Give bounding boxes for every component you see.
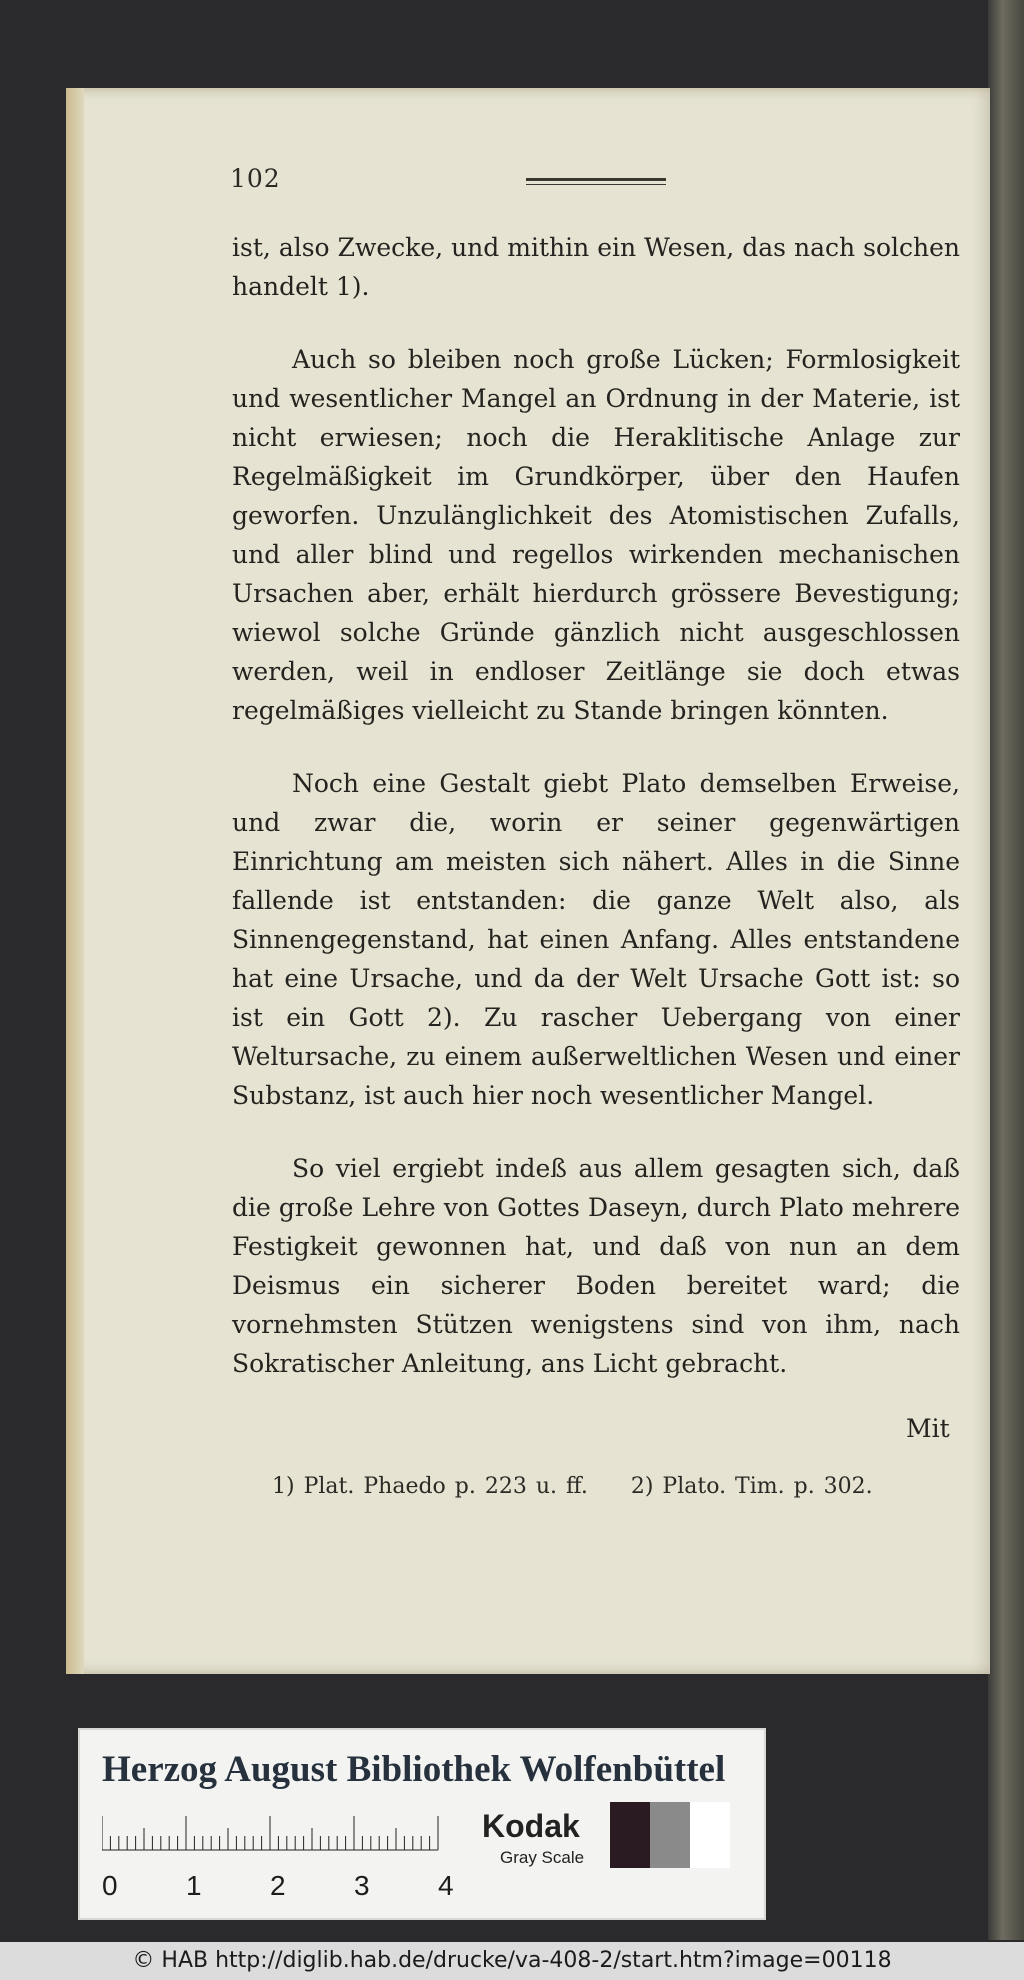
swatch-light: [690, 1802, 730, 1868]
grayscale-label: Gray Scale: [500, 1848, 585, 1867]
library-title: Herzog August Bibliothek Wolfenbüttel: [102, 1749, 726, 1790]
swatch-mid: [650, 1802, 690, 1868]
page-gutter: [66, 88, 84, 1674]
footnote: 2) Plato. Tim. p. 302.: [630, 1474, 873, 1499]
paragraph: Auch so bleiben noch große Lücken; Formlosigkeit und wesentlicher Mangel an Ordnung in der Materie, ist nicht erwiesen; noch die Heraklitische Anlage zur Regelmäßigkeit im Grundkörper, über den Haufen geworfen. Unzulänglichkeit des Atomistischen Zufalls, und aller blind und regellos wirkenden mechanischen Ursachen aber, erhält hierdurch grössere Bevestigung; wiewol solche Gründe gänzlich nicht ausgeschlossen werden, weil in endloser Zeitlänge sie doch etwas regelmäßiges vielleicht zu Stande bringen könnten.: [232, 345, 960, 725]
footnote: 1) Plat. Phaedo p. 223 u. ff.: [272, 1474, 588, 1499]
paragraph: Noch eine Gestalt giebt Plato demselben Erweise, und zwar die, worin er seiner gegenwärtigen Einrichtung am meisten sich nähert. Alles in die Sinne fallende ist entstanden: die ganze Welt also, als Sinnengegenstand, hat einen Anfang. Alles entstandene hat eine Ursache, und da der Welt Ursache Gott ist: so ist ein Gott 2). Zu rascher Uebergang von einer Weltursache, zu einem außerweltlichen Wesen und einer Substanz, ist auch hier noch wesentlicher Mangel.: [232, 769, 960, 1110]
gray-scale-swatches: [610, 1802, 730, 1868]
footnotes: [272, 1474, 907, 1499]
page-number: 102: [230, 164, 281, 193]
color-calibration-card: [78, 1728, 766, 1920]
image-credit: © HAB http://diglib.hab.de/drucke/va-408-2/start.htm?image=00118: [0, 1942, 1024, 1980]
book-page: [66, 88, 990, 1674]
ruler-number: 3: [354, 1870, 370, 1901]
ruler-number: 1: [186, 1870, 202, 1901]
ruler-number: 0: [102, 1870, 118, 1901]
book-edge: [988, 0, 1024, 1940]
ruler-scale: [102, 1816, 442, 1866]
header-rule: [526, 178, 666, 185]
paragraph: So viel ergiebt indeß aus allem gesagten sich, daß die große Lehre von Gottes Daseyn, durch Plato mehrere Festigkeit gewonnen hat, und daß von nun an dem Deismus ein sicherer Boden bereitet ward; die vornehmsten Stützen wenigstens sind von ihm, nach Sokratischer Anleitung, ans Licht gebracht.: [232, 1154, 960, 1378]
ruler-number: 2: [270, 1870, 286, 1901]
paragraph: ist, also Zwecke, und mithin ein Wesen, das nach solchen handelt 1).: [232, 233, 960, 301]
body-text: [232, 228, 960, 1417]
swatch-dark: [610, 1802, 650, 1868]
catchword: Mit: [906, 1414, 950, 1443]
ruler-number: 4: [438, 1870, 454, 1901]
kodak-label: Kodak: [482, 1808, 580, 1844]
